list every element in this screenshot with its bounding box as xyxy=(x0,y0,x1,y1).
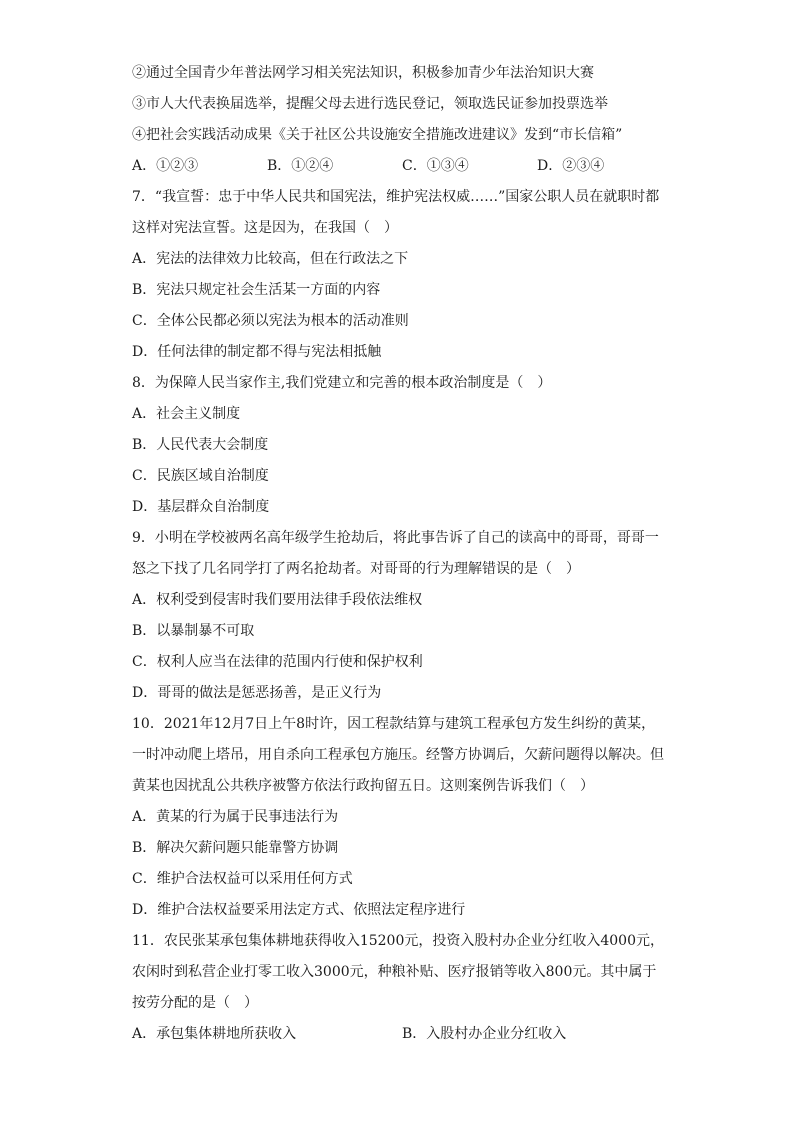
q7-stem-line-1: 7．“我宣誓：忠于中华人民共和国宪法，维护宪法权威……”国家公职人员在就职时都 xyxy=(132,189,660,205)
q10-option-d: D．维护合法权益要采用法定方式、依照法定程序进行 xyxy=(132,902,466,918)
q9-stem-line-1: 9．小明在学校被两名高年级学生抢劫后，将此事告诉了自己的读高中的哥哥，哥哥一 xyxy=(132,530,659,546)
exam-page xyxy=(132,58,672,1050)
q7-option-a: A．宪法的法律效力比较高，但在行政法之下 xyxy=(132,251,409,267)
q8-option-d: D．基层群众自治制度 xyxy=(132,499,270,515)
q10-option-a: A．黄某的行为属于民事违法行为 xyxy=(132,809,339,825)
q6-item-3: ③市人大代表换届选举，提醒父母去进行选民登记，领取选民证参加投票选举 xyxy=(132,96,608,112)
q7-option-b: B．宪法只规定社会生活某一方面的内容 xyxy=(132,282,381,298)
q11-stem-line-2: 农闲时到私营企业打零工收入3000元，种粮补贴、医疗报销等收入800元。其中属于 xyxy=(132,964,657,980)
q6-options xyxy=(132,151,672,182)
q6-option-a: A．①②③ xyxy=(132,158,199,174)
q8-option-b: B．人民代表大会制度 xyxy=(132,437,269,453)
q9-option-b: B．以暴制暴不可取 xyxy=(132,623,255,639)
q9-option-d: D．哥哥的做法是惩恶扬善，是正义行为 xyxy=(132,685,382,701)
q9-option-a: A．权利受到侵害时我们要用法律手段依法维权 xyxy=(132,592,423,608)
q6-option-d: D．②③④ xyxy=(537,158,605,174)
q11-options xyxy=(132,1019,672,1050)
q11-option-a: A．承包集体耕地所获收入 xyxy=(132,1026,297,1042)
q6-item-2: ②通过全国青少年普法网学习相关宪法知识，积极参加青少年法治知识大赛 xyxy=(132,65,594,81)
q6-option-c: C．①③④ xyxy=(402,158,469,174)
q7-option-d: D．任何法律的制定都不得与宪法相抵触 xyxy=(132,344,382,360)
q6-item-4: ④把社会实践活动成果《关于社区公共设施安全措施改进建议》发到“市长信箱” xyxy=(132,127,623,143)
q10-option-c: C．维护合法权益可以采用任何方式 xyxy=(132,871,353,887)
q11-stem-line-1: 11．农民张某承包集体耕地获得收入15200元，投资入股村办企业分红收入4000元， xyxy=(132,933,664,949)
q11-option-b: B．入股村办企业分红收入 xyxy=(402,1026,567,1042)
q10-stem-line-1: 10．2021年12月7日上午8时许，因工程款结算与建筑工程承包方发生纠纷的黄某， xyxy=(132,716,656,732)
q8-option-c: C．民族区域自治制度 xyxy=(132,468,269,484)
q11-stem-line-3: 按劳分配的是（ ） xyxy=(132,995,258,1011)
q7-option-c: C．全体公民都必须以宪法为根本的活动准则 xyxy=(132,313,409,329)
q7-stem-line-2: 这样对宪法宣誓。这是因为，在我国（ ） xyxy=(132,220,398,236)
q9-option-c: C．权利人应当在法律的范围内行使和保护权利 xyxy=(132,654,423,670)
q10-option-b: B．解决欠薪问题只能靠警方协调 xyxy=(132,840,339,856)
q9-stem-line-2: 怒之下找了几名同学打了两名抢劫者。对哥哥的行为理解错误的是（ ） xyxy=(132,561,580,577)
q8-stem: 8．为保障人民当家作主,我们党建立和完善的根本政治制度是（ ） xyxy=(132,375,552,391)
q6-option-b: B．①②④ xyxy=(267,158,334,174)
q8-option-a: A．社会主义制度 xyxy=(132,406,241,422)
q10-stem-line-3: 黄某也因扰乱公共秩序被警方依法行政拘留五日。这则案例告诉我们（ ） xyxy=(132,778,594,794)
q10-stem-line-2: 一时冲动爬上塔吊，用自杀向工程承包方施压。经警方协调后，欠薪问题得以解决。但 xyxy=(132,747,664,763)
